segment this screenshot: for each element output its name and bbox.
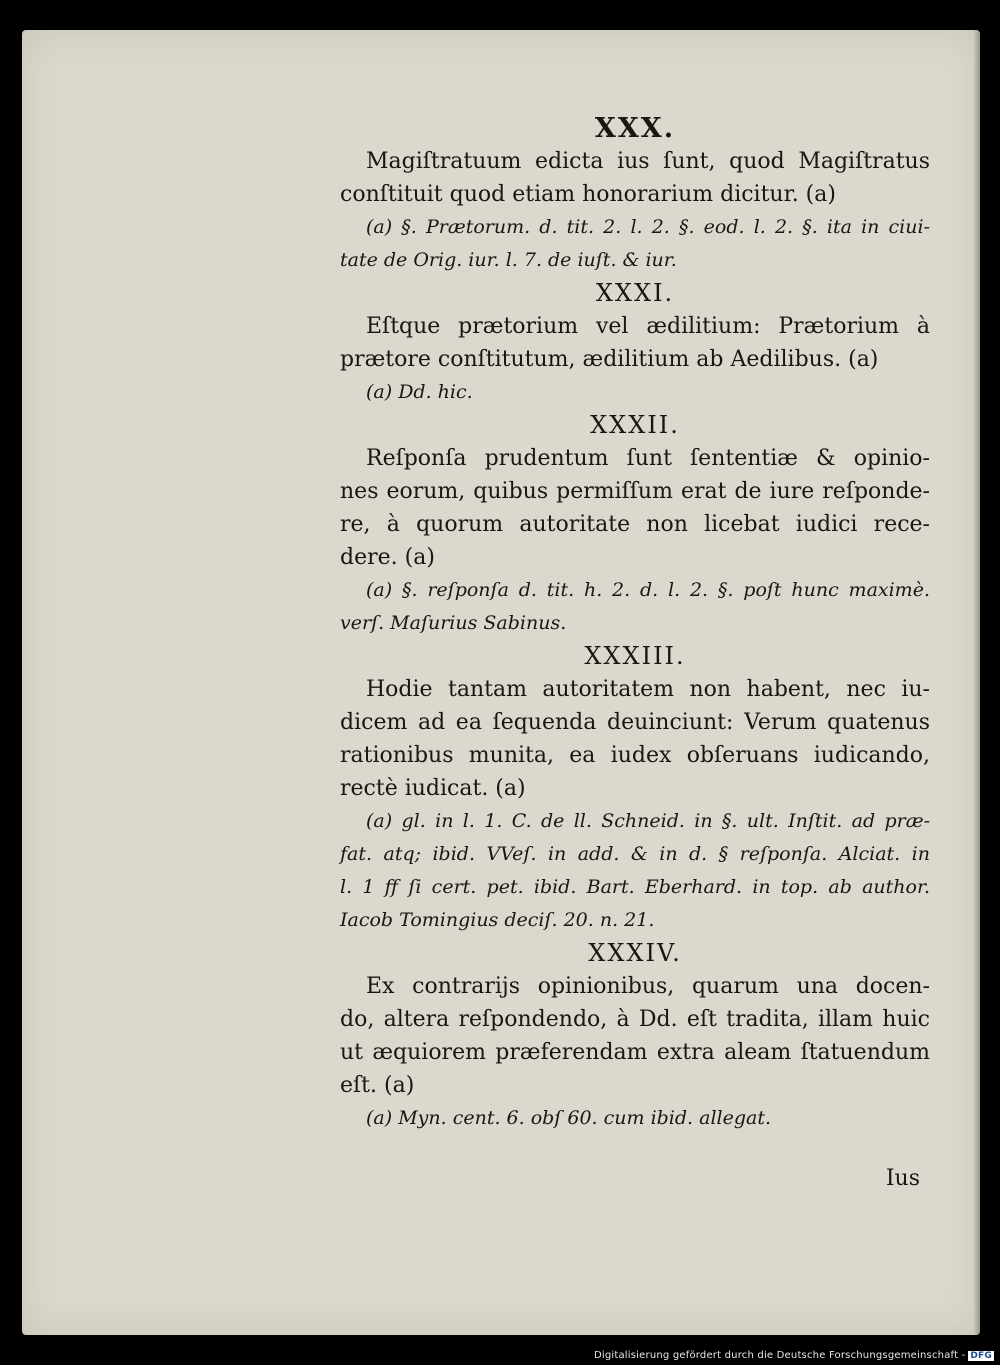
body-line: prætore conſtitutum, ædilitium ab Aedilibus. (a) <box>340 347 879 372</box>
body-line: eſt. (a) <box>340 1073 415 1098</box>
footnote <box>340 376 930 409</box>
footnote-line: Iacob Tomingius deciſ. 20. n. 21. <box>340 909 655 931</box>
footnote-line: verſ. Maſurius Sabinus. <box>340 612 567 634</box>
footnote <box>340 211 930 277</box>
page-edge <box>974 30 980 1335</box>
body-line: do, altera reſpondendo, à Dd. eſt tradita, illam huic <box>340 1007 930 1032</box>
footer-text: Digitalisierung gefördert durch die Deutsche Forschungsgemeinschaft - <box>593 1350 966 1361</box>
section-heading: XXXI. <box>595 279 675 307</box>
body-line: rationibus munita, ea iudex obſeruans iudicando, <box>340 743 930 768</box>
footnote-line: l. 1 ff ſi cert. pet. ibid. Bart. Eberhard. in top. ab author. <box>340 876 930 898</box>
page-text <box>340 112 930 1135</box>
section-body <box>340 442 930 574</box>
footnote <box>340 805 930 937</box>
section-body <box>340 673 930 805</box>
body-line: Magiſtratuum edicta ius ſunt, quod Magiſtratus <box>366 149 930 174</box>
body-line: Eſtque prætorium vel ædilitium: Prætorium à <box>366 314 930 339</box>
section-heading: XXXIV. <box>588 939 682 967</box>
footnote-line: (a) §. Prætorum. d. tit. 2. l. 2. §. eod. l. 2. §. ita in ciui- <box>366 216 930 238</box>
footnote <box>340 1102 930 1135</box>
footnote-line: (a) Myn. cent. 6. obſ 60. cum ibid. allegat. <box>366 1107 772 1129</box>
body-line: Reſponſa prudentum ſunt ſententiæ & opinio- <box>366 446 930 471</box>
body-line: Ex contrarijs opinionibus, quarum una docen- <box>366 974 930 999</box>
footnote-line: (a) Dd. hic. <box>366 381 473 403</box>
book-page <box>22 30 980 1335</box>
body-line: dere. (a) <box>340 545 435 570</box>
section-body <box>340 145 930 211</box>
body-line: nes eorum, quibus permiſſum erat de iure reſponde- <box>340 479 930 504</box>
dfg-logo: DFG <box>970 1351 992 1361</box>
section-body <box>340 310 930 376</box>
footnote-line: (a) §. reſponſa d. tit. h. 2. d. l. 2. §. poſt hunc maximè. <box>366 579 930 601</box>
body-line: ut æquiorem præferendam extra aleam ſtatuendum <box>340 1040 930 1065</box>
body-line: dicem ad ea ſequenda deuinciunt: Verum quatenus <box>340 710 930 735</box>
digitization-footer <box>594 1350 994 1361</box>
footnote <box>340 574 930 640</box>
catchword: Ius <box>885 1166 920 1191</box>
body-line: rectè iudicat. (a) <box>340 776 526 801</box>
section-heading: XXXII. <box>590 411 680 439</box>
body-line: Hodie tantam autoritatem non habent, nec iu- <box>366 677 930 702</box>
footnote-line: tate de Orig. iur. l. 7. de iuſt. & iur. <box>340 249 677 271</box>
footnote-line: fat. atq; ibid. VVeſ. in add. & in d. § reſponſa. Alciat. in <box>340 843 930 865</box>
body-line: re, à quorum autoritate non licebat iudici rece- <box>340 512 930 537</box>
section-body <box>340 970 930 1102</box>
body-line: conſtituit quod etiam honorarium dicitur. (a) <box>340 182 836 207</box>
footnote-line: (a) gl. in l. 1. C. de ll. Schneid. in §. ult. Inſtit. ad præ- <box>366 810 930 832</box>
section-heading: XXX. <box>594 113 676 144</box>
section-heading: XXXIII. <box>584 642 686 670</box>
